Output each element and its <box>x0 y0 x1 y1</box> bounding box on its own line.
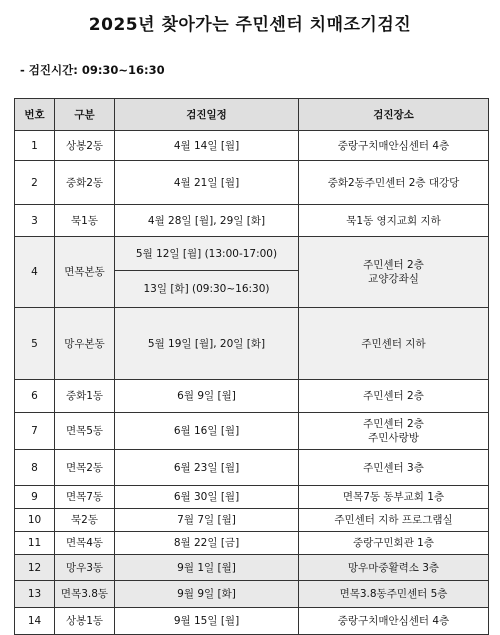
row-place: 중랑구치매안심센터 4층 <box>299 608 489 635</box>
row-place: 주민센터 지하 프로그램실 <box>299 509 489 532</box>
row-dong: 면목7동 <box>55 486 115 509</box>
row-dong: 중화1동 <box>55 380 115 413</box>
row-date: 7월 7일 [월] <box>115 509 299 532</box>
row-date: 5월 12일 [월] (13:00-17:00) <box>115 237 299 271</box>
row-dong: 면목5동 <box>55 413 115 450</box>
row-dong: 망우본동 <box>55 308 115 380</box>
row-no: 14 <box>15 608 55 635</box>
table-row <box>15 161 489 205</box>
row-dong: 묵1동 <box>55 205 115 237</box>
table-row <box>15 608 489 635</box>
table-row <box>15 532 489 555</box>
row-date: 5월 19일 [월], 20일 [화] <box>115 308 299 380</box>
table-row <box>15 308 489 380</box>
header-place: 검진장소 <box>299 99 489 131</box>
row-date: 9월 1일 [월] <box>115 555 299 581</box>
row-date: 4월 14일 [월] <box>115 131 299 161</box>
row-place: 중화2동주민센터 2층 대강당 <box>299 161 489 205</box>
header-dong: 구분 <box>55 99 115 131</box>
row-place-line2: 주민사랑방 <box>368 432 419 444</box>
row-no: 4 <box>15 237 55 308</box>
row-date: 9월 9일 [화] <box>115 581 299 608</box>
header-date: 검진일정 <box>115 99 299 131</box>
row-date: 8월 22일 [금] <box>115 532 299 555</box>
row-dong: 면목3.8동 <box>55 581 115 608</box>
row-no: 2 <box>15 161 55 205</box>
row-place: 주민센터 3층 <box>299 450 489 486</box>
row-place: 망우마중활력소 3층 <box>299 555 489 581</box>
row-date: 9월 15일 [월] <box>115 608 299 635</box>
row-dong: 상봉1동 <box>55 608 115 635</box>
page-title: 2025년 찾아가는 주민센터 치매조기검진 <box>88 15 412 35</box>
row-no: 9 <box>15 486 55 509</box>
table-row <box>15 205 489 237</box>
row-place-line1: 주민센터 2층 <box>363 259 424 271</box>
row-date: 6월 30일 [월] <box>115 486 299 509</box>
table-row <box>15 509 489 532</box>
row-place <box>299 413 489 450</box>
row-place <box>299 237 489 308</box>
row-no: 3 <box>15 205 55 237</box>
row-dong: 상봉2동 <box>55 131 115 161</box>
row-date: 6월 9일 [월] <box>115 380 299 413</box>
row-date: 4월 28일 [월], 29일 [화] <box>115 205 299 237</box>
row-no: 5 <box>15 308 55 380</box>
row-no: 10 <box>15 509 55 532</box>
row-date: 4월 21일 [월] <box>115 161 299 205</box>
table-header-row <box>15 99 489 131</box>
table-row <box>15 413 489 450</box>
table-row <box>15 131 489 161</box>
row-no: 13 <box>15 581 55 608</box>
schedule-table <box>14 98 489 635</box>
row-no: 12 <box>15 555 55 581</box>
row-place: 주민센터 2층 <box>299 380 489 413</box>
row-place: 면목3.8동주민센터 5층 <box>299 581 489 608</box>
row-dong: 묵2동 <box>55 509 115 532</box>
row-date: 6월 16일 [월] <box>115 413 299 450</box>
row-no: 1 <box>15 131 55 161</box>
row-dong: 면목본동 <box>55 237 115 308</box>
row-place: 묵1동 영지교회 지하 <box>299 205 489 237</box>
row-no: 7 <box>15 413 55 450</box>
row-no: 6 <box>15 380 55 413</box>
header-no: 번호 <box>15 99 55 131</box>
row-no: 11 <box>15 532 55 555</box>
row-dong: 면목2동 <box>55 450 115 486</box>
row-place: 면목7동 동부교회 1층 <box>299 486 489 509</box>
table-row <box>15 237 489 271</box>
row-date: 6월 23일 [월] <box>115 450 299 486</box>
row-date-second: 13일 [화] (09:30~16:30) <box>115 271 299 308</box>
row-no: 8 <box>15 450 55 486</box>
row-dong: 망우3동 <box>55 555 115 581</box>
row-place-line1: 주민센터 2층 <box>363 418 424 430</box>
row-place-line2: 교양강좌실 <box>368 273 419 285</box>
row-place: 중랑구민회관 1층 <box>299 532 489 555</box>
exam-time-note: - 검진시간: 09:30~16:30 <box>20 63 165 77</box>
table-row <box>15 581 489 608</box>
table-row <box>15 555 489 581</box>
row-dong: 면목4동 <box>55 532 115 555</box>
table-row <box>15 380 489 413</box>
row-dong: 중화2동 <box>55 161 115 205</box>
table-row <box>15 486 489 509</box>
row-place: 주민센터 지하 <box>299 308 489 380</box>
table-row <box>15 450 489 486</box>
row-place: 중랑구치매안심센터 4층 <box>299 131 489 161</box>
